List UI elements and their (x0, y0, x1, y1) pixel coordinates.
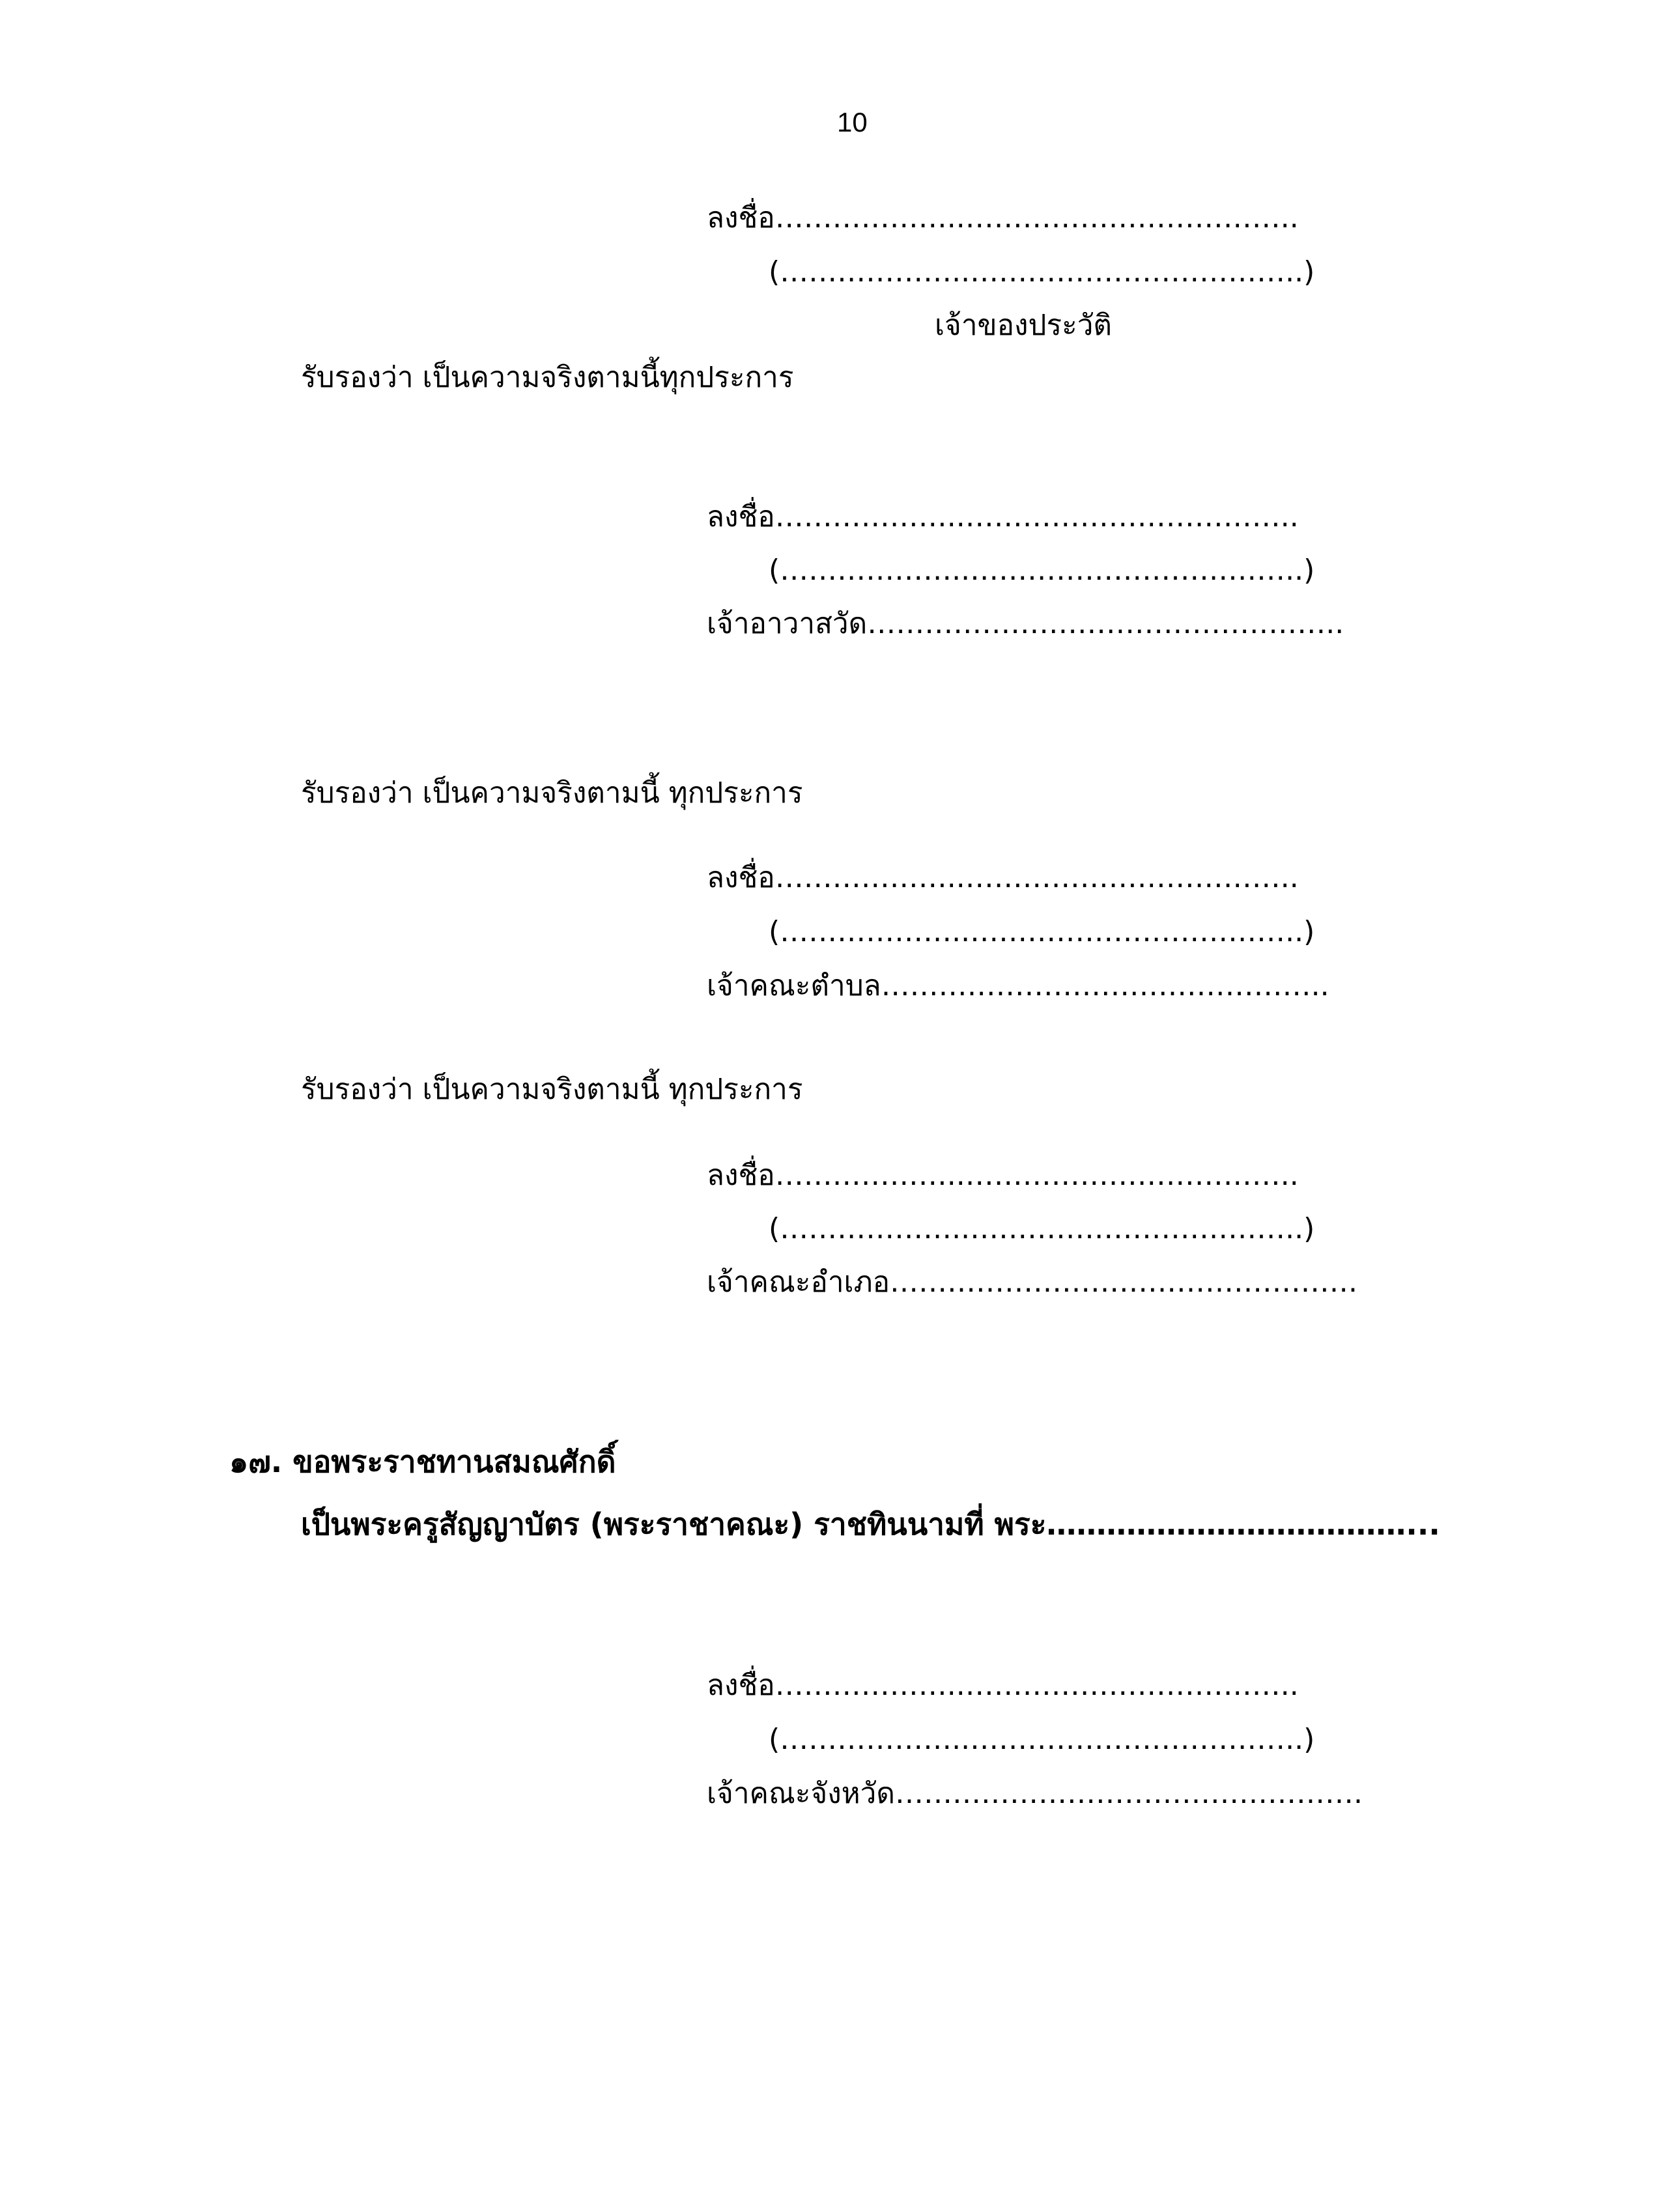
section-17-request: เป็นพระครูสัญญาบัตร (พระราชาคณะ) ราชทินนามที่ พระ………………………………... (301, 1507, 1440, 1542)
section-17-heading: ๑๗. ขอพระราชทานสมณศักดิ์ (229, 1444, 616, 1479)
district-role: เจ้าคณะอำเภอ…………………………………………. (707, 1266, 1358, 1299)
subdistrict-sign-line: ลงชื่อ………………..…………………………….. (707, 861, 1299, 894)
abbot-cert-statement: รับรองว่า เป็นความจริงตามนี้ทุกประการ (301, 361, 794, 394)
province-sign-line: ลงชื่อ………………..…………………………….. (707, 1669, 1299, 1702)
abbot-role: เจ้าอาวาสวัด………………………………………….. (707, 607, 1344, 640)
district-cert-statement: รับรองว่า เป็นความจริงตามนี้ ทุกประการ (301, 1073, 803, 1106)
page-number: 10 (837, 107, 868, 137)
subdistrict-name-line: (………………..……………………………..) (769, 915, 1315, 948)
abbot-sign-line: ลงชื่อ………………..…………………………….. (707, 500, 1299, 533)
owner-sign-line: ลงชื่อ………………..…………………………….. (707, 201, 1299, 234)
owner-name-line: (………………..……………………………..) (769, 255, 1315, 289)
district-sign-line: ลงชื่อ………………..…………………………….. (707, 1159, 1299, 1192)
subdistrict-role: เจ้าคณะตำบล……………………………………….. (707, 969, 1329, 1002)
abbot-name-line: (………………..……………………………..) (769, 554, 1315, 587)
owner-role: เจ้าของประวัติ (935, 309, 1112, 342)
province-name-line: (………………..……………………………..) (769, 1723, 1315, 1756)
subdistrict-cert-statement: รับรองว่า เป็นความจริงตามนี้ ทุกประการ (301, 776, 803, 810)
district-name-line: (………………..……………………………..) (769, 1212, 1315, 1245)
province-role: เจ้าคณะจังหวัด…………………………………………. (707, 1777, 1363, 1810)
